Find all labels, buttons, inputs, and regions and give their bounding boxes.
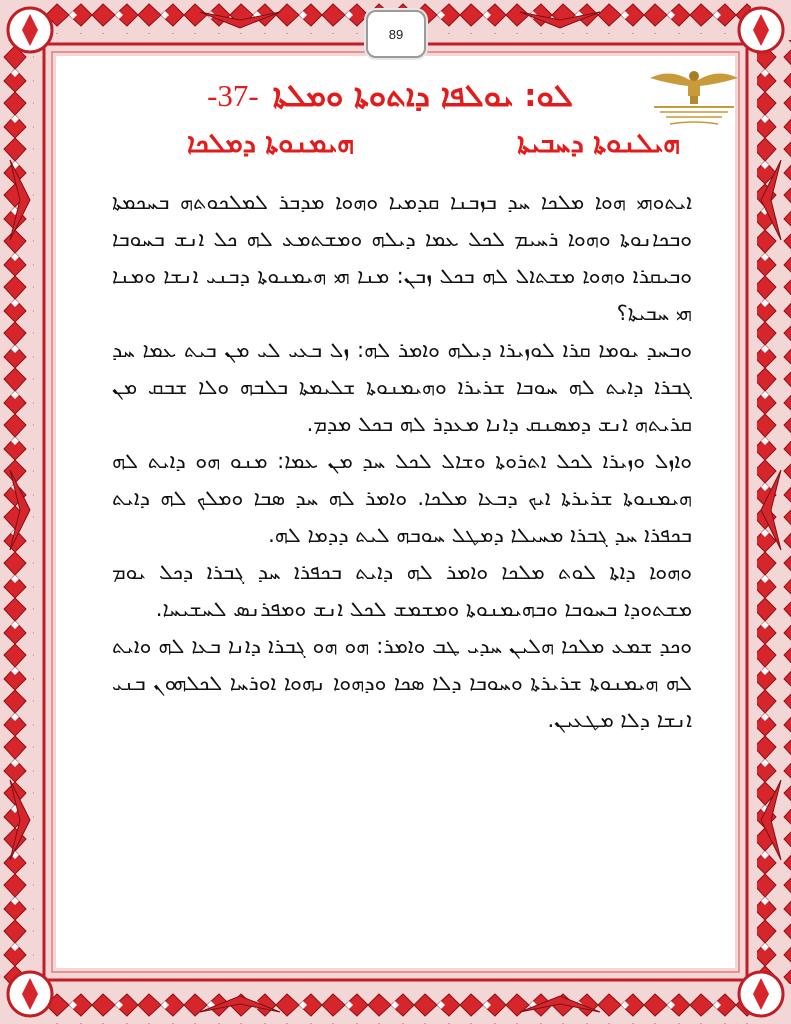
paragraph: ܘܟܕ ܫܡܥ ܡܠܟܐ ܗܠܝܢ ܚܕܝ ܛܒ ܘܐܡܪ: ܗܘ ܗܘ ܓܒܪܐ ܕܐܢܐ ܒܥܐ ܠܗ ܘܐܝܬ ܠܗ ܗܝܡܢܘܬܐ ܫܪܝܪܬܐ ܘܚܘܒܐ ܕܠܐ ܣܟܐ ܘܕܗܘܐ ܢܗܘܐ ܐܘܪܚܐ ܠܟܠܗܘܢ ܒܢܝ ܐܢܫܐ ܕܠܐ ܡܛܥܝܢ. [112, 634, 692, 732]
lesson-number: -37- [207, 78, 259, 113]
paragraph: ܘܐܙܠ ܘܙܝܪܐ ܠܟܠ ܐܬܪܘܬܐ ܘܫܐܠ ܠܟܠ ܚܕ ܡܢ ܥܡܐ: ܡܢܘ ܗܘ ܕܐܝܬ ܠܗ ܗܝܡܢܘܬܐ ܫܪܝܪܬܐ ܐܝܟ ܕܒܥܐ ܡܠܟܐ. ܘܐܡܪ ܠܗ ܚܕ ܣܒܐ ܘܡܠܟ ܠܗ ܕܐܝܬ ܒܟܦܪܐ ܚܕ ܓܒܪܐ ܡܚܝܠܐ ܕܡܛܠ ܚܘܒܗ ܠܝܬ ܕܕܡܐ ܠܗ. [112, 449, 692, 547]
lesson-title [150, 70, 630, 122]
lesson-title-text: ܠܘ: ܝܘܠܦܐ ܕܐܬܘܬܐ ܘܡܠܬܐ [272, 77, 573, 114]
subheading-left: ܗܝܡܢܘܬܐ ܕܡܠܟܐ [186, 128, 354, 159]
paragraph: ܐܝܬܘܗܝ ܗܘܐ ܡܠܟܐ ܚܕ ܒܙܒܢܐ ܩܕܡܝܐ ܘܗܘܐ ܡܕܒܪ ܠܡܠܟܘܬܗ ܒܚܟܡܬܐ ܘܒܟܐܢܘܬܐ ܘܗܘܐ ܪܚܝܡ ܠܟܠ ܥܡܐ ܕܝܠܗ ܘܡܫܬܡܥ ܠܗ ܟܠ ܐܢܫ ܒܚܘܒܐ ܘܒܝܩܪܐ ܘܗܘܐ ܡܫܬܐܠ ܠܗ ܒܟܠ ܙܒܢ: ܡܢܐ ܗܝ ܗܝܡܢܘܬܐ ܕܒܢܝ ܐܢܫܐ ܘܡܢܐ ܗܝ ܚܒܝܬܐ؟ [112, 190, 692, 325]
body-text [112, 184, 692, 739]
page-number: 89 [366, 10, 426, 58]
emblem-logo [646, 66, 742, 130]
paragraph: ܘܗܘܐ ܕܐܬܐ ܠܘܬ ܡܠܟܐ ܘܐܡܪ ܠܗ ܕܐܝܬ ܒܟܦܪܐ ܚܕ ܓܒܪܐ ܕܟܠ ܝܘܡ ܡܫܬܘܕܐ ܒܚܘܒܐ ܘܒܗܝܡܢܘܬܐ ܘܡܫܡܫ ܠܟܠ ܐܢܫ ܘܡܦܪܢܣ ܠܚܫܝܚܐ. [112, 560, 692, 621]
subheading-right: ܗܝܠܢܘܬܐ ܕܚܒܝܬܐ [517, 128, 680, 159]
paragraph: ܘܒܚܕ ܝܘܡܐ ܩܪܐ ܠܘܙܝܪܐ ܕܝܠܗ ܘܐܡܪ ܠܗ: ܙܠ ܒܥܝ ܠܝ ܡܢ ܒܝܬ ܥܡܐ ܚܕ ܓܒܪܐ ܕܐܝܬ ܠܗ ܚܘܒܐ ܫܪܝܪܐ ܘܗܝܡܢܘܬܐ ܫܠܝܡܬܐ ܒܠܒܗ ܘܠܐ ܫܒܩ ܡܢ ܩܪܝܬܗ ܐܢܫ ܕܡܣܢܩ ܕܐܢܐ ܡܥܕܪ ܠܗ ܒܟܠ ܡܕܡ. [112, 338, 692, 436]
